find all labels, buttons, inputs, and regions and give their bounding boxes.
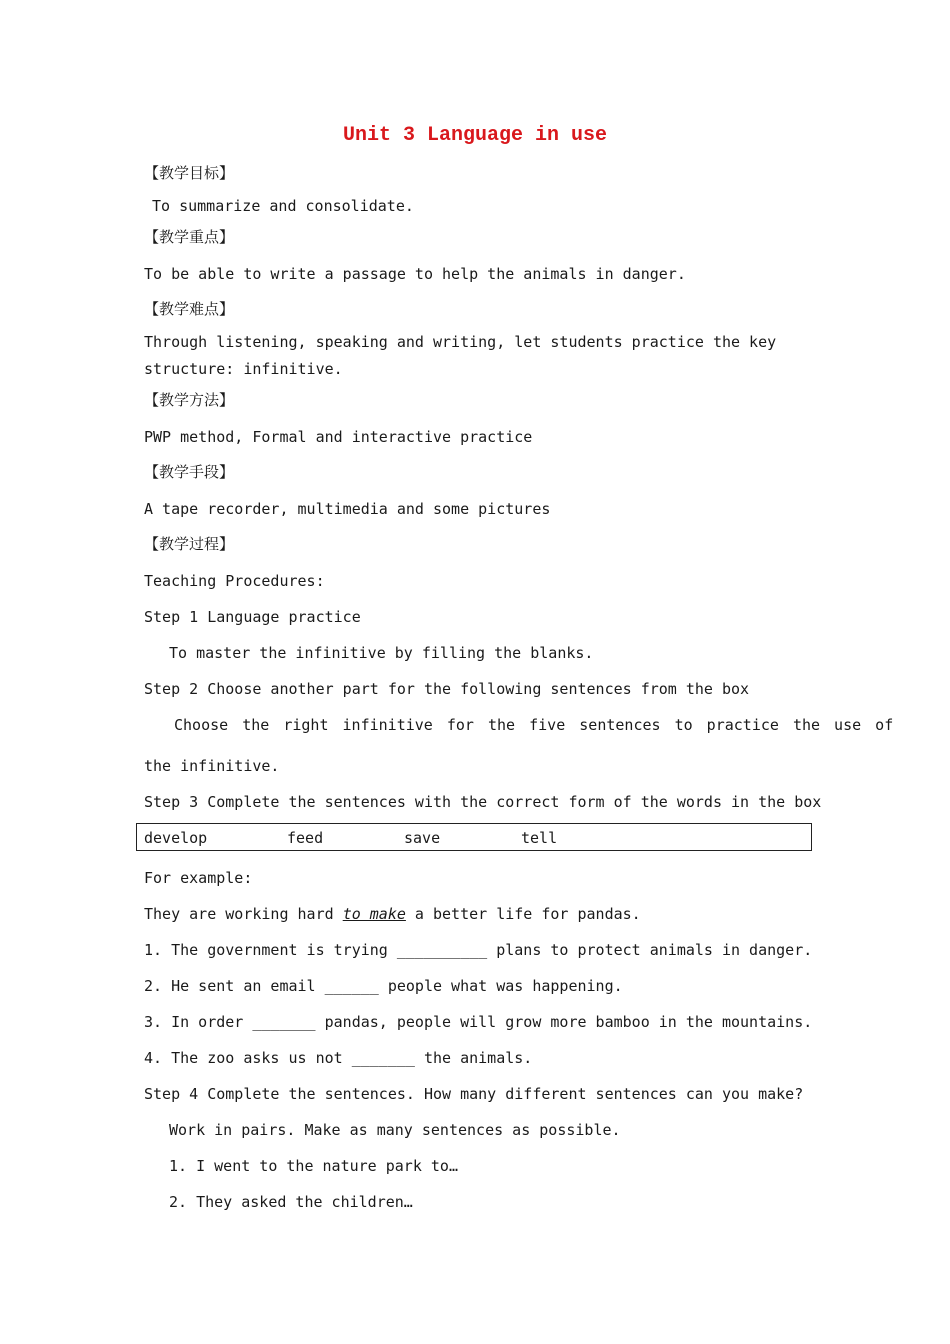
step4-instruction: Work in pairs. Make as many sentences as possible. [169,1121,621,1139]
word-box [136,823,812,851]
example-before: They are working hard [144,905,343,923]
example-sentence [144,904,641,924]
step2-text-line1: Choose the right infinitive for the five sentences to practice the use of [174,716,894,734]
objectives-heading: 【教学目标】 [144,164,235,182]
exercise-sentence-3: 3. In order _______ pandas, people will grow more bamboo in the mountains. [144,1013,813,1031]
step4-item-2: 2. They asked the children… [169,1193,413,1211]
word-box-item: tell [521,829,558,847]
means-heading: 【教学手段】 [144,463,235,481]
methods-heading: 【教学方法】 [144,391,235,409]
word-box-item: develop [144,829,208,847]
step2-title: Step 2 Choose another part for the following sentences from the box [144,680,750,698]
step3-title: Step 3 Complete the sentences with the correct form of the words in the box [144,793,822,811]
key-points-heading: 【教学重点】 [144,228,235,246]
exercise-sentence-2: 2. He sent an email ______ people what was happening. [144,977,623,995]
difficulties-text-line1: Through listening, speaking and writing, let students practice the key [144,333,777,351]
step4-title: Step 4 Complete the sentences. How many different sentences can you make? [144,1085,804,1103]
example-label: For example: [144,869,253,887]
means-text: A tape recorder, multimedia and some pictures [144,500,551,518]
step4-item-1: 1. I went to the nature park to… [169,1157,458,1175]
process-intro: Teaching Procedures: [144,572,325,590]
word-box-item: save [404,829,441,847]
difficulties-text-line2: structure: infinitive. [144,360,343,378]
step1-text: To master the infinitive by filling the blanks. [169,644,594,662]
methods-text: PWP method, Formal and interactive practice [144,428,533,446]
difficulties-heading: 【教学难点】 [144,300,235,318]
exercise-sentence-4: 4. The zoo asks us not _______ the animals. [144,1049,533,1067]
key-points-text: To be able to write a passage to help the animals in danger. [144,265,686,283]
objectives-text: To summarize and consolidate. [152,197,414,215]
page-title: Unit 3 Language in use [342,124,608,147]
process-heading: 【教学过程】 [144,535,235,553]
example-answer: to make [342,905,406,923]
step1-title: Step 1 Language practice [144,608,361,626]
word-box-item: feed [287,829,324,847]
step2-text-line2: the infinitive. [144,757,280,775]
exercise-sentence-1: 1. The government is trying __________ plans to protect animals in danger. [144,941,813,959]
example-after: a better life for pandas. [405,905,641,923]
